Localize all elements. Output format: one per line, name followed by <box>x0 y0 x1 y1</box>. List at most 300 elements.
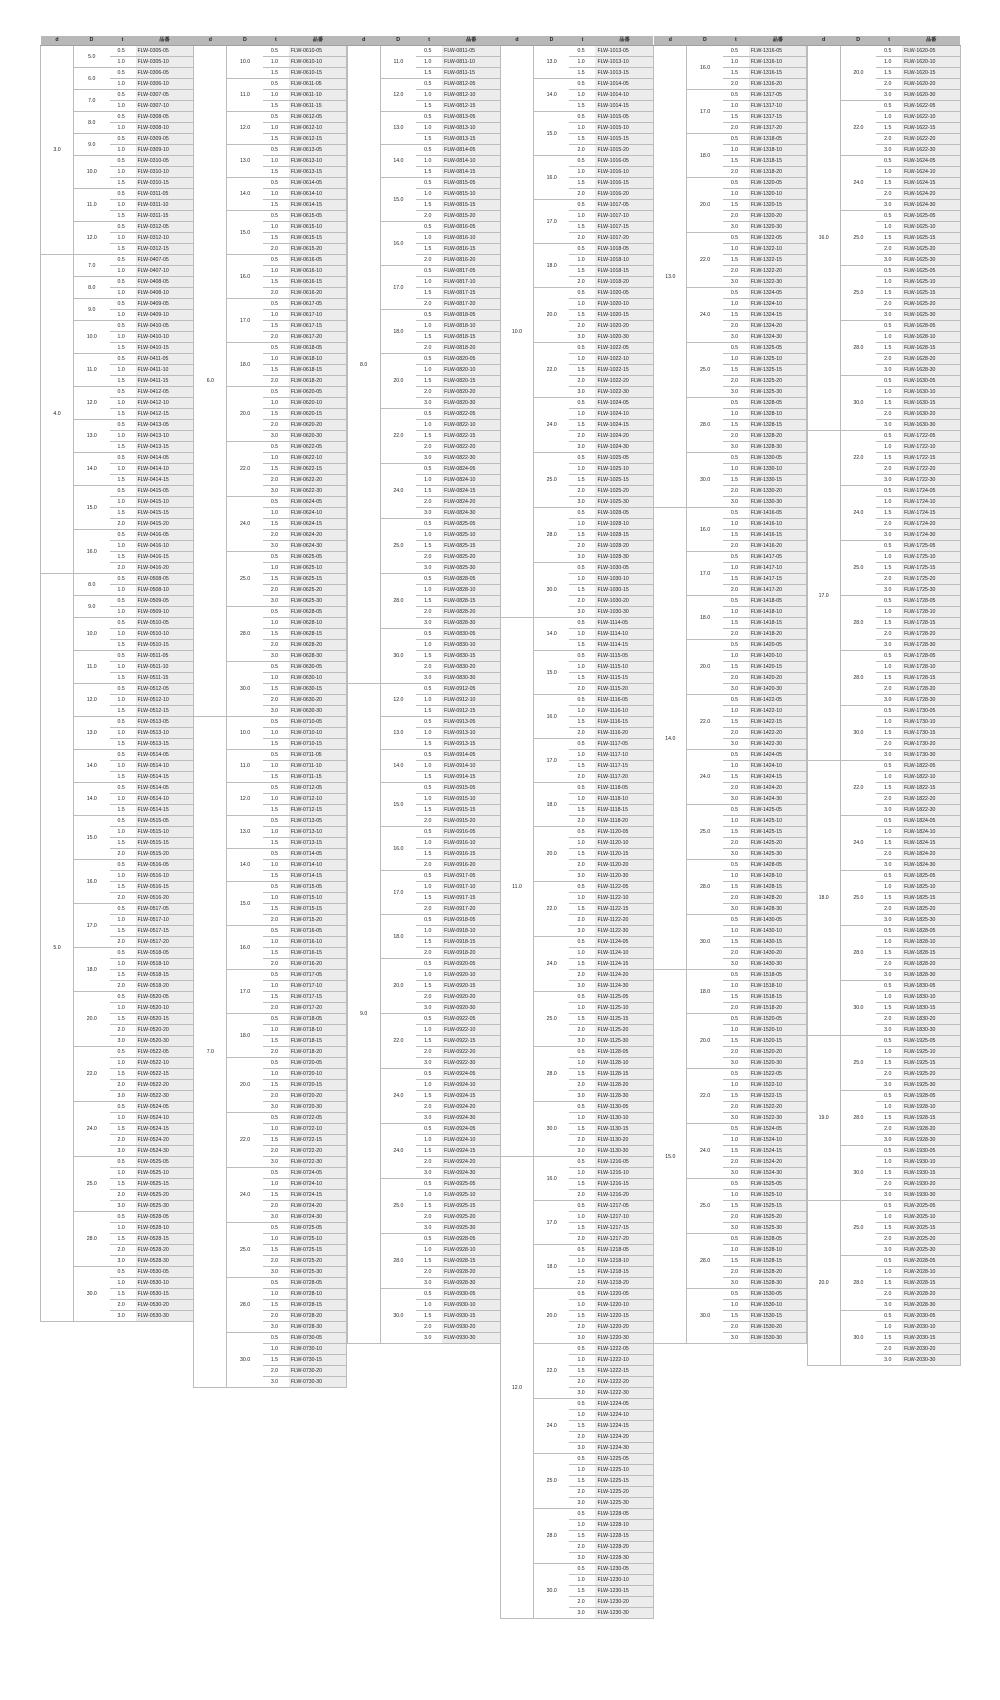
part-number-cell: FLW-1118-10 <box>595 794 653 805</box>
thickness-cell: 1.0 <box>723 519 749 530</box>
part-number-cell: FLW-0510-15 <box>136 640 194 651</box>
thickness-cell: 1.5 <box>569 761 595 772</box>
thickness-cell: 1.0 <box>723 981 749 992</box>
outer-diameter-cell: 15.0 <box>74 486 110 530</box>
thickness-cell: 1.5 <box>723 574 749 585</box>
outer-diameter-cell: 28.0 <box>840 1091 876 1146</box>
thickness-cell: 0.5 <box>876 1256 902 1267</box>
thickness-cell: 1.5 <box>416 134 442 145</box>
outer-diameter-cell: 10.0 <box>74 618 110 651</box>
thickness-cell: 1.5 <box>569 222 595 233</box>
thickness-cell: 1.5 <box>416 706 442 717</box>
thickness-cell: 1.5 <box>723 420 749 431</box>
thickness-cell: 3.0 <box>416 508 442 519</box>
outer-diameter-cell: 25.0 <box>840 871 876 926</box>
thickness-cell: 0.5 <box>569 46 595 57</box>
part-number-cell: FLW-0714-05 <box>289 849 347 860</box>
thickness-cell: 0.5 <box>569 1344 595 1355</box>
thickness-cell: 0.5 <box>569 1201 595 1212</box>
spec-table-column <box>807 36 961 1366</box>
thickness-cell: 0.5 <box>110 1212 136 1223</box>
inner-diameter-cell: 5.0 <box>41 574 74 1322</box>
thickness-cell: 0.5 <box>569 288 595 299</box>
part-number-cell: FLW-0416-15 <box>136 552 194 563</box>
part-number-cell: FLW-1228-30 <box>595 1553 653 1564</box>
part-number-cell: FLW-0408-05 <box>136 277 194 288</box>
part-number-cell: FLW-1620-30 <box>902 90 960 101</box>
thickness-cell: 1.5 <box>416 244 442 255</box>
part-number-cell: FLW-1425-20 <box>749 838 807 849</box>
part-number-cell: FLW-1325-05 <box>749 343 807 354</box>
thickness-cell: 0.5 <box>876 541 902 552</box>
outer-diameter-cell: 25.0 <box>840 211 876 266</box>
thickness-cell: 1.5 <box>569 1311 595 1322</box>
part-number-cell: FLW-0811-05 <box>442 46 500 57</box>
part-number-cell: FLW-0922-05 <box>442 1014 500 1025</box>
part-number-cell: FLW-1425-05 <box>749 805 807 816</box>
thickness-cell: 1.0 <box>263 508 289 519</box>
part-number-cell: FLW-1620-05 <box>902 46 960 57</box>
part-number-cell: FLW-1017-20 <box>595 233 653 244</box>
part-number-cell: FLW-0824-20 <box>442 497 500 508</box>
part-number-cell: FLW-0310-15 <box>136 178 194 189</box>
thickness-cell: 0.5 <box>263 79 289 90</box>
outer-diameter-cell: 22.0 <box>533 343 569 398</box>
part-number-cell: FLW-1116-10 <box>595 706 653 717</box>
outer-diameter-cell: 28.0 <box>380 574 416 629</box>
outer-diameter-cell: 24.0 <box>227 1168 263 1223</box>
part-number-cell: FLW-0528-30 <box>136 1256 194 1267</box>
part-number-cell: FLW-1930-05 <box>902 1146 960 1157</box>
part-number-cell: FLW-0518-20 <box>136 981 194 992</box>
thickness-cell: 1.0 <box>723 1300 749 1311</box>
outer-diameter-cell: 22.0 <box>380 409 416 464</box>
part-number-cell: FLW-1416-10 <box>749 519 807 530</box>
part-number-cell: FLW-1324-30 <box>749 332 807 343</box>
thickness-cell: 2.0 <box>569 860 595 871</box>
outer-diameter-cell: 30.0 <box>227 1333 263 1388</box>
part-number-cell: FLW-0528-20 <box>136 1245 194 1256</box>
thickness-cell: 1.5 <box>110 343 136 354</box>
thickness-cell: 1.0 <box>110 266 136 277</box>
thickness-cell: 1.0 <box>263 123 289 134</box>
part-number-cell: FLW-0611-15 <box>289 101 347 112</box>
part-number-cell: FLW-1020-20 <box>595 321 653 332</box>
part-number-cell: FLW-1220-05 <box>595 1289 653 1300</box>
outer-diameter-cell: 30.0 <box>840 376 876 431</box>
thickness-cell: 1.0 <box>876 332 902 343</box>
thickness-cell: 2.0 <box>723 321 749 332</box>
thickness-cell: 0.5 <box>110 134 136 145</box>
outer-diameter-cell: 20.0 <box>687 1014 723 1069</box>
part-number-cell: FLW-1624-30 <box>902 200 960 211</box>
part-number-cell: FLW-0930-15 <box>442 1311 500 1322</box>
thickness-cell: 0.5 <box>416 266 442 277</box>
thickness-cell: 2.0 <box>876 849 902 860</box>
outer-diameter-cell: 25.0 <box>227 552 263 607</box>
part-number-cell: FLW-0516-10 <box>136 871 194 882</box>
thickness-cell: 1.0 <box>263 827 289 838</box>
part-number-cell: FLW-1628-10 <box>902 332 960 343</box>
thickness-cell: 1.5 <box>569 717 595 728</box>
thickness-cell: 2.0 <box>723 211 749 222</box>
part-number-cell: FLW-0730-10 <box>289 1344 347 1355</box>
outer-diameter-cell: 12.0 <box>380 79 416 112</box>
thickness-cell: 1.5 <box>416 1036 442 1047</box>
part-number-cell: FLW-1416-15 <box>749 530 807 541</box>
thickness-cell: 3.0 <box>416 563 442 574</box>
part-number-cell: FLW-1417-05 <box>749 552 807 563</box>
part-number-cell: FLW-0718-20 <box>289 1047 347 1058</box>
part-number-cell: FLW-0812-10 <box>442 90 500 101</box>
part-number-cell: FLW-1118-05 <box>595 783 653 794</box>
table-row <box>500 618 653 629</box>
thickness-cell: 1.0 <box>110 497 136 508</box>
thickness-cell: 2.0 <box>876 904 902 915</box>
thickness-cell: 2.0 <box>416 552 442 563</box>
thickness-cell: 1.5 <box>569 1179 595 1190</box>
thickness-cell: 1.5 <box>876 1113 902 1124</box>
column-header: 品番 <box>595 36 653 46</box>
thickness-cell: 0.5 <box>876 46 902 57</box>
part-number-cell: FLW-0730-15 <box>289 1355 347 1366</box>
part-number-cell: FLW-1925-20 <box>902 1069 960 1080</box>
thickness-cell: 1.0 <box>416 640 442 651</box>
part-number-cell: FLW-0710-05 <box>289 717 347 728</box>
part-number-cell: FLW-1430-15 <box>749 937 807 948</box>
thickness-cell: 1.0 <box>110 365 136 376</box>
table-row <box>500 46 653 57</box>
part-number-cell: FLW-0728-10 <box>289 1289 347 1300</box>
thickness-cell: 2.0 <box>263 959 289 970</box>
thickness-cell: 1.0 <box>569 1058 595 1069</box>
thickness-cell: 1.5 <box>263 167 289 178</box>
thickness-cell: 1.5 <box>110 673 136 684</box>
thickness-cell: 0.5 <box>569 1157 595 1168</box>
outer-diameter-cell: 22.0 <box>74 1047 110 1102</box>
part-number-cell: FLW-0528-15 <box>136 1234 194 1245</box>
thickness-cell: 1.0 <box>110 464 136 475</box>
part-number-cell: FLW-1330-10 <box>749 464 807 475</box>
thickness-cell: 1.5 <box>263 409 289 420</box>
part-number-cell: FLW-0525-20 <box>136 1190 194 1201</box>
part-number-cell: FLW-1825-20 <box>902 904 960 915</box>
inner-diameter-cell: 16.0 <box>807 46 840 431</box>
outer-diameter-cell: 25.0 <box>687 1179 723 1234</box>
thickness-cell: 1.5 <box>723 1146 749 1157</box>
thickness-cell: 1.5 <box>263 321 289 332</box>
thickness-cell: 2.0 <box>569 431 595 442</box>
thickness-cell: 1.5 <box>876 1003 902 1014</box>
thickness-cell: 1.5 <box>569 849 595 860</box>
thickness-cell: 0.5 <box>416 464 442 475</box>
part-number-cell: FLW-1218-15 <box>595 1267 653 1278</box>
thickness-cell: 1.5 <box>723 1036 749 1047</box>
thickness-cell: 3.0 <box>876 750 902 761</box>
thickness-cell: 0.5 <box>416 717 442 728</box>
table-row <box>654 46 807 57</box>
part-number-cell: FLW-1016-10 <box>595 167 653 178</box>
part-number-cell: FLW-1125-30 <box>595 1036 653 1047</box>
part-number-cell: FLW-1625-15 <box>902 233 960 244</box>
outer-diameter-cell: 24.0 <box>687 750 723 805</box>
part-number-cell: FLW-0624-05 <box>289 497 347 508</box>
outer-diameter-cell: 25.0 <box>533 453 569 508</box>
part-number-cell: FLW-0825-10 <box>442 530 500 541</box>
thickness-cell: 0.5 <box>876 156 902 167</box>
part-number-cell: FLW-1625-20 <box>902 244 960 255</box>
outer-diameter-cell: 22.0 <box>840 761 876 816</box>
thickness-cell: 0.5 <box>110 1157 136 1168</box>
thickness-cell: 2.0 <box>876 959 902 970</box>
part-number-cell: FLW-1725-15 <box>902 563 960 574</box>
part-number-cell: FLW-0920-30 <box>442 1003 500 1014</box>
part-number-cell: FLW-2030-30 <box>902 1355 960 1366</box>
thickness-cell: 1.0 <box>723 761 749 772</box>
thickness-cell: 1.0 <box>416 882 442 893</box>
part-number-cell: FLW-1024-20 <box>595 431 653 442</box>
thickness-cell: 1.5 <box>263 992 289 1003</box>
thickness-cell: 3.0 <box>723 442 749 453</box>
part-number-cell: FLW-1724-15 <box>902 508 960 519</box>
thickness-cell: 1.5 <box>416 849 442 860</box>
outer-diameter-cell: 25.0 <box>840 541 876 596</box>
part-number-cell: FLW-0625-30 <box>289 596 347 607</box>
part-number-cell: FLW-1225-20 <box>595 1487 653 1498</box>
thickness-cell: 0.5 <box>723 178 749 189</box>
part-number-cell: FLW-1630-05 <box>902 376 960 387</box>
part-number-cell: FLW-0509-05 <box>136 596 194 607</box>
thickness-cell: 1.5 <box>110 838 136 849</box>
part-number-cell: FLW-0813-15 <box>442 134 500 145</box>
part-number-cell: FLW-1420-05 <box>749 640 807 651</box>
part-number-cell: FLW-0920-05 <box>442 959 500 970</box>
part-number-cell: FLW-0916-05 <box>442 827 500 838</box>
thickness-cell: 2.0 <box>569 1278 595 1289</box>
part-number-cell: FLW-0618-10 <box>289 354 347 365</box>
thickness-cell: 1.0 <box>110 79 136 90</box>
thickness-cell: 2.0 <box>723 948 749 959</box>
thickness-cell: 1.5 <box>876 1278 902 1289</box>
part-number-cell: FLW-0814-15 <box>442 167 500 178</box>
thickness-cell: 1.0 <box>876 1047 902 1058</box>
outer-diameter-cell: 17.0 <box>533 1201 569 1245</box>
thickness-cell: 1.5 <box>569 904 595 915</box>
part-number-cell: FLW-0617-10 <box>289 310 347 321</box>
part-number-cell: FLW-1730-10 <box>902 717 960 728</box>
part-number-cell: FLW-1428-20 <box>749 893 807 904</box>
part-number-cell: FLW-0915-20 <box>442 816 500 827</box>
part-number-cell: FLW-0610-15 <box>289 68 347 79</box>
thickness-cell: 1.5 <box>263 1036 289 1047</box>
thickness-cell: 1.0 <box>876 277 902 288</box>
part-number-cell: FLW-0628-10 <box>289 618 347 629</box>
part-number-cell: FLW-1418-15 <box>749 618 807 629</box>
part-number-cell: FLW-1017-10 <box>595 211 653 222</box>
part-number-cell: FLW-0630-30 <box>289 706 347 717</box>
outer-diameter-cell: 24.0 <box>533 398 569 453</box>
part-number-cell: FLW-0822-10 <box>442 420 500 431</box>
thickness-cell: 1.0 <box>723 101 749 112</box>
inner-diameter-cell: 6.0 <box>194 46 227 717</box>
thickness-cell: 2.0 <box>723 783 749 794</box>
thickness-cell: 1.0 <box>416 475 442 486</box>
part-number-cell: FLW-1014-10 <box>595 90 653 101</box>
thickness-cell: 1.5 <box>263 772 289 783</box>
part-number-cell: FLW-0824-10 <box>442 475 500 486</box>
thickness-cell: 0.5 <box>569 398 595 409</box>
thickness-cell: 2.0 <box>263 1311 289 1322</box>
inner-diameter-cell: 9.0 <box>347 684 380 1344</box>
spec-table-column <box>193 36 347 1388</box>
thickness-cell: 0.5 <box>723 552 749 563</box>
thickness-cell: 3.0 <box>723 904 749 915</box>
thickness-cell: 2.0 <box>723 893 749 904</box>
thickness-cell: 1.0 <box>569 1465 595 1476</box>
thickness-cell: 1.0 <box>876 827 902 838</box>
thickness-cell: 3.0 <box>876 1245 902 1256</box>
thickness-cell: 1.5 <box>110 376 136 387</box>
thickness-cell: 2.0 <box>569 189 595 200</box>
part-number-cell: FLW-1428-05 <box>749 860 807 871</box>
part-number-cell: FLW-1417-15 <box>749 574 807 585</box>
part-number-cell: FLW-0722-10 <box>289 1124 347 1135</box>
part-number-cell: FLW-1114-10 <box>595 629 653 640</box>
thickness-cell: 3.0 <box>263 1377 289 1388</box>
part-number-cell: FLW-0728-15 <box>289 1300 347 1311</box>
part-number-cell: FLW-1625-15 <box>902 288 960 299</box>
thickness-cell: 3.0 <box>110 1201 136 1212</box>
part-number-cell: FLW-1625-30 <box>902 255 960 266</box>
part-number-cell: FLW-0924-10 <box>442 1080 500 1091</box>
outer-diameter-cell: 28.0 <box>840 1256 876 1311</box>
thickness-cell: 1.5 <box>876 563 902 574</box>
part-number-cell: FLW-0515-15 <box>136 838 194 849</box>
part-number-cell: FLW-0615-20 <box>289 244 347 255</box>
part-number-cell: FLW-0624-30 <box>289 541 347 552</box>
table-row <box>807 761 960 772</box>
outer-diameter-cell: 20.0 <box>74 992 110 1047</box>
part-number-cell: FLW-0613-10 <box>289 156 347 167</box>
part-number-cell: FLW-1624-15 <box>902 178 960 189</box>
thickness-cell: 0.5 <box>263 849 289 860</box>
thickness-cell: 1.0 <box>876 1212 902 1223</box>
part-number-cell: FLW-1230-05 <box>595 1564 653 1575</box>
thickness-cell: 1.0 <box>723 651 749 662</box>
part-number-cell: FLW-1013-15 <box>595 68 653 79</box>
thickness-cell: 0.5 <box>569 882 595 893</box>
part-number-cell: FLW-1317-20 <box>749 123 807 134</box>
part-number-cell: FLW-1628-20 <box>902 354 960 365</box>
part-number-cell: FLW-0824-30 <box>442 508 500 519</box>
thickness-cell: 3.0 <box>263 1212 289 1223</box>
outer-diameter-cell: 30.0 <box>687 1289 723 1344</box>
thickness-cell: 2.0 <box>416 607 442 618</box>
outer-diameter-cell: 17.0 <box>687 552 723 596</box>
table-row <box>41 255 194 266</box>
thickness-cell: 1.5 <box>569 805 595 816</box>
part-number-cell: FLW-1322-20 <box>749 266 807 277</box>
thickness-cell: 1.5 <box>416 1146 442 1157</box>
thickness-cell: 2.0 <box>723 1212 749 1223</box>
part-number-cell: FLW-0528-05 <box>136 1212 194 1223</box>
thickness-cell: 1.0 <box>723 57 749 68</box>
part-number-cell: FLW-0914-15 <box>442 772 500 783</box>
part-number-cell: FLW-0918-15 <box>442 937 500 948</box>
thickness-cell: 1.0 <box>569 1410 595 1421</box>
part-number-cell: FLW-1930-20 <box>902 1179 960 1190</box>
thickness-cell: 1.5 <box>110 475 136 486</box>
part-number-cell: FLW-1222-10 <box>595 1355 653 1366</box>
part-number-cell: FLW-1628-05 <box>902 321 960 332</box>
thickness-cell: 0.5 <box>723 1234 749 1245</box>
thickness-cell: 1.5 <box>876 508 902 519</box>
part-number-cell: FLW-1424-30 <box>749 794 807 805</box>
thickness-cell: 2.0 <box>876 1124 902 1135</box>
outer-diameter-cell: 9.0 <box>74 299 110 321</box>
part-number-cell: FLW-1416-05 <box>749 508 807 519</box>
part-number-cell: FLW-0306-05 <box>136 68 194 79</box>
outer-diameter-cell: 22.0 <box>533 1344 569 1399</box>
thickness-cell: 0.5 <box>110 596 136 607</box>
part-number-cell: FLW-1018-15 <box>595 266 653 277</box>
part-number-cell: FLW-0930-05 <box>442 1289 500 1300</box>
outer-diameter-cell: 20.0 <box>687 178 723 233</box>
part-number-cell: FLW-1118-15 <box>595 805 653 816</box>
part-number-cell: FLW-1330-05 <box>749 453 807 464</box>
part-number-cell: FLW-0816-10 <box>442 233 500 244</box>
part-number-cell: FLW-1822-15 <box>902 783 960 794</box>
part-number-cell: FLW-1015-05 <box>595 112 653 123</box>
thickness-cell: 1.5 <box>263 574 289 585</box>
part-number-cell: FLW-1625-05 <box>902 266 960 277</box>
thickness-cell: 1.5 <box>569 959 595 970</box>
thickness-cell: 0.5 <box>569 453 595 464</box>
thickness-cell: 1.0 <box>876 497 902 508</box>
thickness-cell: 2.0 <box>876 244 902 255</box>
part-number-cell: FLW-1222-15 <box>595 1366 653 1377</box>
part-number-cell: FLW-1025-20 <box>595 486 653 497</box>
part-number-cell: FLW-0812-05 <box>442 79 500 90</box>
thickness-cell: 1.0 <box>263 1069 289 1080</box>
part-number-cell: FLW-1824-05 <box>902 816 960 827</box>
part-number-cell: FLW-1230-10 <box>595 1575 653 1586</box>
part-number-cell: FLW-0517-05 <box>136 904 194 915</box>
thickness-cell: 1.5 <box>263 1190 289 1201</box>
thickness-cell: 1.5 <box>110 739 136 750</box>
thickness-cell: 2.0 <box>723 1102 749 1113</box>
outer-diameter-cell: 15.0 <box>74 816 110 860</box>
part-number-cell: FLW-0815-05 <box>442 178 500 189</box>
part-number-cell: FLW-1128-10 <box>595 1058 653 1069</box>
thickness-cell: 0.5 <box>110 222 136 233</box>
part-number-cell: FLW-0617-15 <box>289 321 347 332</box>
thickness-cell: 0.5 <box>723 695 749 706</box>
thickness-cell: 1.5 <box>723 992 749 1003</box>
part-number-cell: FLW-1728-10 <box>902 607 960 618</box>
thickness-cell: 3.0 <box>876 200 902 211</box>
part-number-cell: FLW-1622-05 <box>902 101 960 112</box>
part-number-cell: FLW-1524-10 <box>749 1135 807 1146</box>
thickness-cell: 3.0 <box>110 1311 136 1322</box>
thickness-cell: 0.5 <box>876 431 902 442</box>
part-number-cell: FLW-0513-05 <box>136 717 194 728</box>
part-number-cell: FLW-0416-10 <box>136 541 194 552</box>
inner-diameter-cell: 11.0 <box>500 618 533 1157</box>
part-number-cell: FLW-0514-05 <box>136 750 194 761</box>
part-number-cell: FLW-1424-10 <box>749 761 807 772</box>
thickness-cell: 0.5 <box>723 1289 749 1300</box>
